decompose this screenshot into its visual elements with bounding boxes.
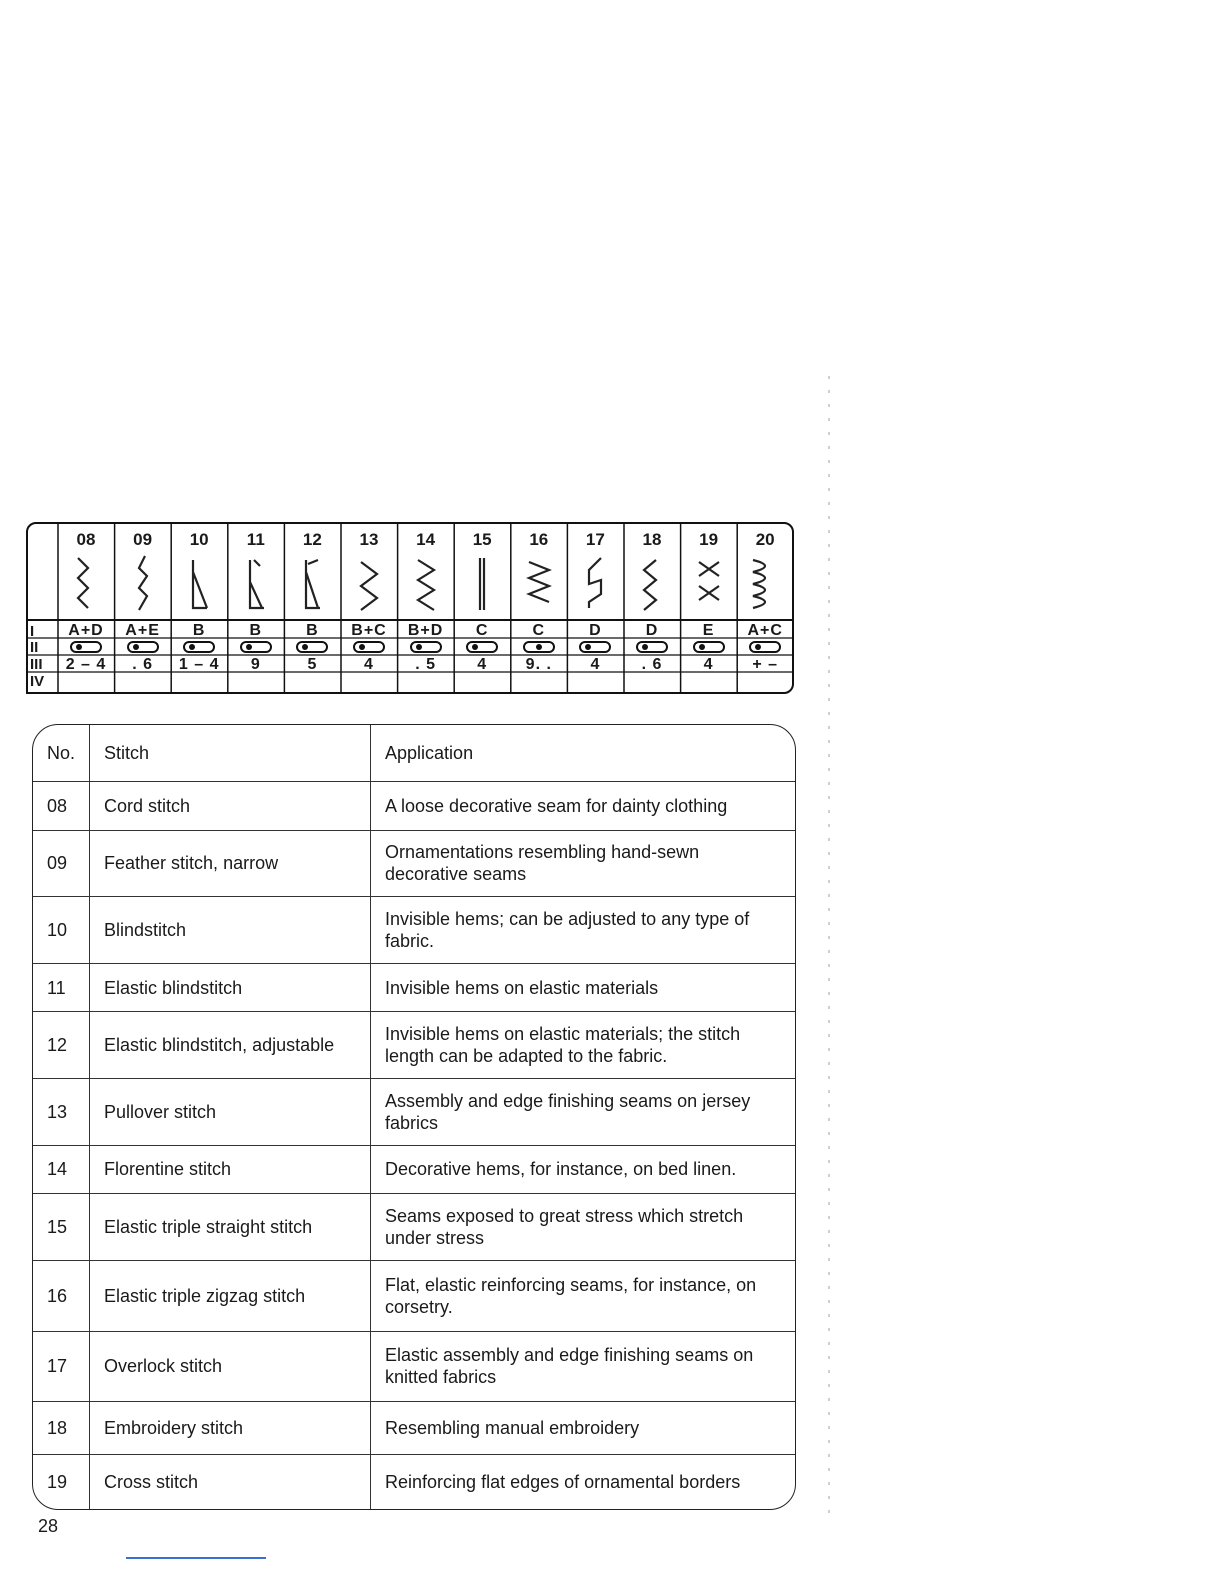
- row-number: 16: [33, 1260, 90, 1331]
- stitch-pattern-icon: [228, 552, 284, 616]
- tension-setting: [228, 640, 284, 656]
- row-number: 10: [33, 897, 90, 964]
- tension-setting: [454, 640, 510, 656]
- stitch-pattern: [171, 552, 227, 618]
- row-label-i: I: [30, 623, 35, 640]
- stitch-application: Resembling manual embroidery: [371, 1402, 795, 1455]
- table-row: [33, 897, 795, 964]
- tension-setting: [511, 640, 567, 656]
- underline-mark: [126, 1557, 266, 1559]
- table-row: [33, 1331, 795, 1402]
- table-row: [33, 782, 795, 830]
- stitch-name: Cross stitch: [90, 1454, 371, 1509]
- stitch-length-label: . 6: [641, 656, 663, 673]
- tension-setting: [115, 640, 171, 656]
- table-row: [33, 830, 795, 897]
- stitch-application: Invisible hems on elastic materials: [371, 963, 795, 1011]
- stitch-number: 16: [529, 530, 549, 549]
- stitch-application: Invisible hems; can be adjusted to any type of fabric.: [371, 897, 795, 964]
- tension-icon: [69, 640, 103, 654]
- tension-setting: [398, 640, 454, 656]
- row-number: 09: [33, 830, 90, 897]
- stitch-number: 19: [699, 530, 719, 549]
- table-row: [33, 1079, 795, 1146]
- tension-icon: [635, 640, 669, 654]
- stitch-length-label: + –: [752, 656, 779, 673]
- stitch-application: Ornamentations resembling hand-sewn decorative seams: [371, 830, 795, 897]
- stitch-pattern: [284, 552, 340, 618]
- stitch-length-label: 4: [477, 656, 488, 673]
- stitch-pattern: [737, 552, 793, 618]
- stitch-pattern-icon: [511, 552, 567, 616]
- stitch-pattern: [567, 552, 623, 618]
- row-label-iii: III: [30, 656, 43, 673]
- header-application: Application: [371, 725, 795, 782]
- stitch-settings-chart: [26, 522, 794, 694]
- stitch-application: Elastic assembly and edge finishing seams on knitted fabrics: [371, 1331, 795, 1402]
- presser-foot-label: A+C: [747, 622, 783, 639]
- tension-icon: [295, 640, 329, 654]
- stitch-number: 12: [302, 530, 322, 549]
- stitch-application: A loose decorative seam for dainty clothing: [371, 782, 795, 830]
- tension-icon: [352, 640, 386, 654]
- stitch-application: Flat, elastic reinforcing seams, for instance, on corsetry.: [371, 1260, 795, 1331]
- stitch-length-label: . 5: [415, 656, 436, 673]
- tension-setting: [681, 640, 737, 656]
- table-row: [33, 1260, 795, 1331]
- stitch-pattern-icon: [171, 552, 227, 616]
- table-row: [33, 1454, 795, 1509]
- table-row: [33, 1145, 795, 1193]
- stitch-name: Florentine stitch: [90, 1145, 371, 1193]
- presser-foot-label: E: [702, 622, 715, 639]
- stitch-number: 09: [133, 530, 153, 549]
- row-number: 14: [33, 1145, 90, 1193]
- stitch-application: Seams exposed to great stress which stretch under stress: [371, 1194, 795, 1261]
- stitch-length-label: . 6: [132, 656, 153, 673]
- header-no: No.: [33, 725, 90, 782]
- row-label-iv: IV: [30, 673, 45, 690]
- tension-icon: [182, 640, 216, 654]
- stitch-number: 17: [585, 530, 605, 549]
- stitch-length-label: 5: [307, 656, 318, 673]
- stitch-pattern-icon: [624, 552, 680, 616]
- stitch-pattern: [398, 552, 454, 618]
- row-label-ii: II: [30, 639, 39, 656]
- tension-icon: [239, 640, 273, 654]
- scan-artifact: [828, 376, 830, 1516]
- row-number: 08: [33, 782, 90, 830]
- stitch-application: Assembly and edge finishing seams on jersey fabrics: [371, 1079, 795, 1146]
- stitch-length-label: 1 – 4: [178, 656, 220, 673]
- presser-foot-label: D: [645, 622, 659, 639]
- stitch-number: 20: [755, 530, 775, 549]
- stitch-name: Embroidery stitch: [90, 1402, 371, 1455]
- tension-setting: [567, 640, 623, 656]
- tension-setting: [737, 640, 793, 656]
- presser-foot-label: A+D: [68, 622, 104, 639]
- stitch-name: Elastic blindstitch: [90, 963, 371, 1011]
- stitch-name: Pullover stitch: [90, 1079, 371, 1146]
- presser-foot-label: A+E: [125, 622, 160, 639]
- presser-foot-label: B: [306, 622, 319, 639]
- stitch-number: 08: [76, 530, 96, 549]
- tension-icon: [692, 640, 726, 654]
- stitch-number: 18: [642, 530, 662, 549]
- stitch-pattern: [341, 552, 397, 618]
- tension-setting: [341, 640, 397, 656]
- stitch-pattern: [58, 552, 114, 618]
- presser-foot-label: B+C: [351, 622, 387, 639]
- stitch-number: 13: [359, 530, 379, 549]
- stitch-pattern: [511, 552, 567, 618]
- stitch-pattern-icon: [58, 552, 114, 616]
- row-number: 18: [33, 1402, 90, 1455]
- header-stitch: Stitch: [90, 725, 371, 782]
- stitch-number: 10: [189, 530, 209, 549]
- stitch-pattern: [624, 552, 680, 618]
- stitch-pattern: [228, 552, 284, 618]
- tension-setting: [171, 640, 227, 656]
- stitch-number: 15: [472, 530, 492, 549]
- row-number: 15: [33, 1194, 90, 1261]
- presser-foot-label: B: [192, 622, 206, 639]
- row-number: 11: [33, 963, 90, 1011]
- tension-icon: [409, 640, 443, 654]
- stitch-pattern: [681, 552, 737, 618]
- presser-foot-label: C: [475, 622, 489, 639]
- stitch-name: Overlock stitch: [90, 1331, 371, 1402]
- page-number: 28: [38, 1516, 59, 1536]
- row-number: 19: [33, 1454, 90, 1509]
- stitch-application: Invisible hems on elastic materials; the stitch length can be adapted to the fabric.: [371, 1012, 795, 1079]
- table-row: [33, 1194, 795, 1261]
- stitch-name: Elastic blindstitch, adjustable: [90, 1012, 371, 1079]
- stitch-pattern-icon: [567, 552, 623, 616]
- stitch-name: Blindstitch: [90, 897, 371, 964]
- row-number: 12: [33, 1012, 90, 1079]
- tension-icon: [522, 640, 556, 654]
- row-number: 17: [33, 1331, 90, 1402]
- stitch-length-label: 4: [703, 656, 714, 673]
- stitch-number: 14: [416, 530, 436, 549]
- stitch-name: Elastic triple zigzag stitch: [90, 1260, 371, 1331]
- table-row: [33, 1402, 795, 1455]
- table-row: [33, 963, 795, 1011]
- stitch-pattern: [115, 552, 171, 618]
- stitch-application: Reinforcing flat edges of ornamental borders: [371, 1454, 795, 1509]
- presser-foot-label: B+D: [407, 622, 444, 639]
- stitch-name: Feather stitch, narrow: [90, 830, 371, 897]
- stitch-number: 11: [246, 530, 265, 549]
- table-header-row: [33, 725, 795, 782]
- stitch-pattern-icon: [398, 552, 454, 616]
- stitch-name: Cord stitch: [90, 782, 371, 830]
- stitch-pattern: [454, 552, 510, 618]
- tension-setting: [58, 640, 114, 656]
- stitch-pattern-icon: [115, 552, 171, 616]
- tension-icon: [578, 640, 612, 654]
- tension-setting: [284, 640, 340, 656]
- stitch-length-label: 4: [364, 656, 374, 673]
- table-row: [33, 1012, 795, 1079]
- tension-icon: [465, 640, 499, 654]
- row-number: 13: [33, 1079, 90, 1146]
- presser-foot-label: C: [532, 622, 546, 639]
- presser-foot-label: D: [589, 622, 602, 639]
- stitch-length-label: 9: [250, 656, 261, 673]
- stitch-name: Elastic triple straight stitch: [90, 1194, 371, 1261]
- stitch-length-label: 2 – 4: [65, 656, 107, 673]
- stitch-pattern-icon: [341, 552, 397, 616]
- stitch-length-label: 4: [590, 656, 601, 673]
- stitch-application: Decorative hems, for instance, on bed linen.: [371, 1145, 795, 1193]
- tension-setting: [624, 640, 680, 656]
- stitch-table: [32, 724, 796, 1510]
- tension-icon: [748, 640, 782, 654]
- stitch-pattern-icon: [284, 552, 340, 616]
- stitch-pattern-icon: [454, 552, 510, 616]
- stitch-pattern-icon: [737, 552, 793, 616]
- presser-foot-label: B: [249, 622, 263, 639]
- tension-icon: [126, 640, 160, 654]
- stitch-pattern-icon: [681, 552, 737, 616]
- stitch-length-label: 9. .: [525, 656, 552, 673]
